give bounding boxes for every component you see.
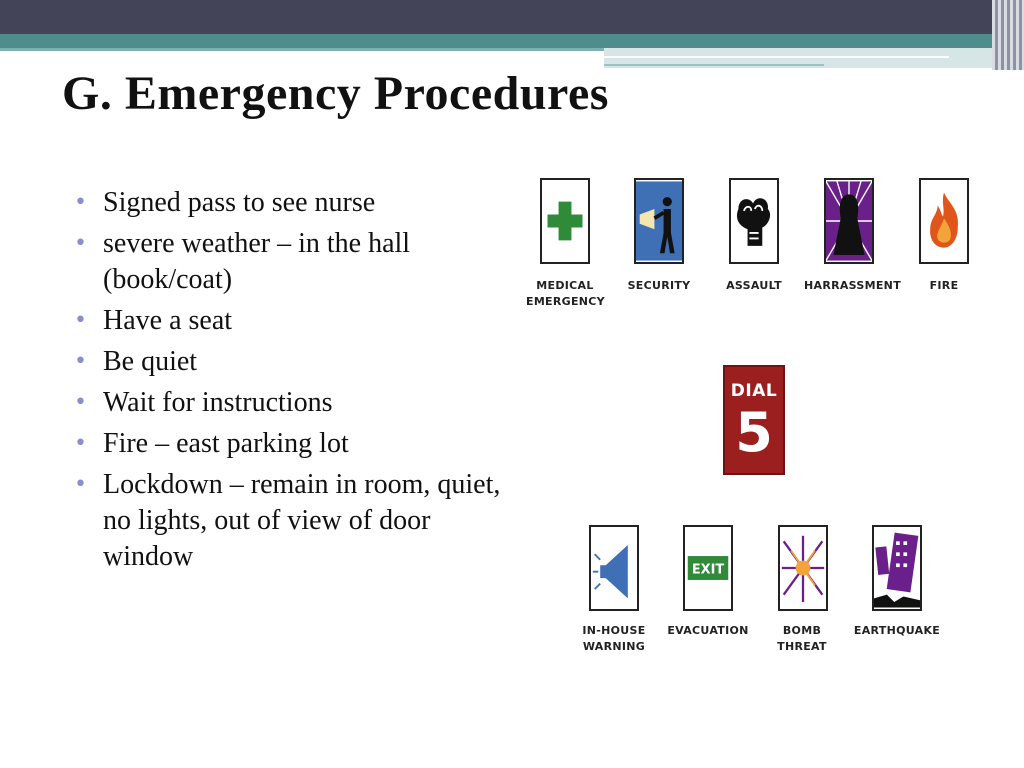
sign-label-line: SECURITY — [627, 279, 691, 292]
header-stripes — [992, 0, 1024, 70]
sign-label-line: WARNING — [582, 640, 646, 653]
bullet-item: • Lockdown – remain in room, quiet, no lights, out of view of door window — [74, 467, 504, 575]
sign-label-line: MEDICAL — [536, 279, 594, 292]
sign-label-in-house — [576, 623, 652, 655]
header-decor-line — [604, 56, 949, 58]
sign-label-line: FIRE — [929, 279, 959, 292]
sign-label-security — [624, 278, 694, 294]
sign-label-line: EARTHQUAKE — [853, 624, 941, 637]
sign-label-line: ASSAULT — [726, 279, 782, 292]
dial-number: 5 — [735, 401, 773, 464]
dial-word: DIAL — [730, 381, 778, 401]
sign-label-line: BOMB — [782, 624, 822, 637]
sign-label-earthquake — [851, 623, 943, 639]
bullet-item: • Have a seat — [74, 303, 504, 339]
bomb-threat-icon — [778, 525, 828, 611]
sign-label-line: THREAT — [777, 640, 827, 653]
sign-label-medical — [526, 278, 604, 310]
earthquake-icon — [872, 525, 922, 611]
bullet-item: • severe weather – in the hall (book/coat) — [74, 226, 504, 298]
header-decor-line — [604, 64, 824, 66]
bullet-item: • Wait for instructions — [74, 385, 504, 421]
bullet-item: • Fire – east parking lot — [74, 426, 504, 462]
sign-label-assault — [719, 278, 789, 294]
harassment-icon — [824, 178, 874, 264]
assault-icon — [729, 178, 779, 264]
sign-label-fire — [914, 278, 974, 294]
sign-label-harassment — [804, 278, 901, 294]
in-house-warning-icon — [589, 525, 639, 611]
security-icon — [634, 178, 684, 264]
sign-label-bomb — [769, 623, 835, 655]
sign-label-line: IN-HOUSE — [582, 624, 646, 637]
fire-icon — [919, 178, 969, 264]
dial-5-sign — [723, 365, 785, 475]
medical-emergency-icon — [540, 178, 590, 264]
evacuation-exit-icon — [683, 525, 733, 611]
sign-label-line: EVACUATION — [667, 624, 749, 637]
bullet-list — [74, 185, 504, 580]
bullet-item: • Be quiet — [74, 344, 504, 380]
sign-label-line: EMERGENCY — [526, 295, 605, 308]
bullet-item: • Signed pass to see nurse — [74, 185, 504, 221]
header-bar — [0, 0, 1024, 34]
exit-text: EXIT — [691, 562, 725, 578]
slide-title: G. Emergency Procedures — [62, 67, 609, 120]
sign-label-line: HARRASSMENT — [804, 279, 901, 292]
sign-label-evacuation — [664, 623, 752, 639]
header-accent-band — [0, 34, 1024, 48]
